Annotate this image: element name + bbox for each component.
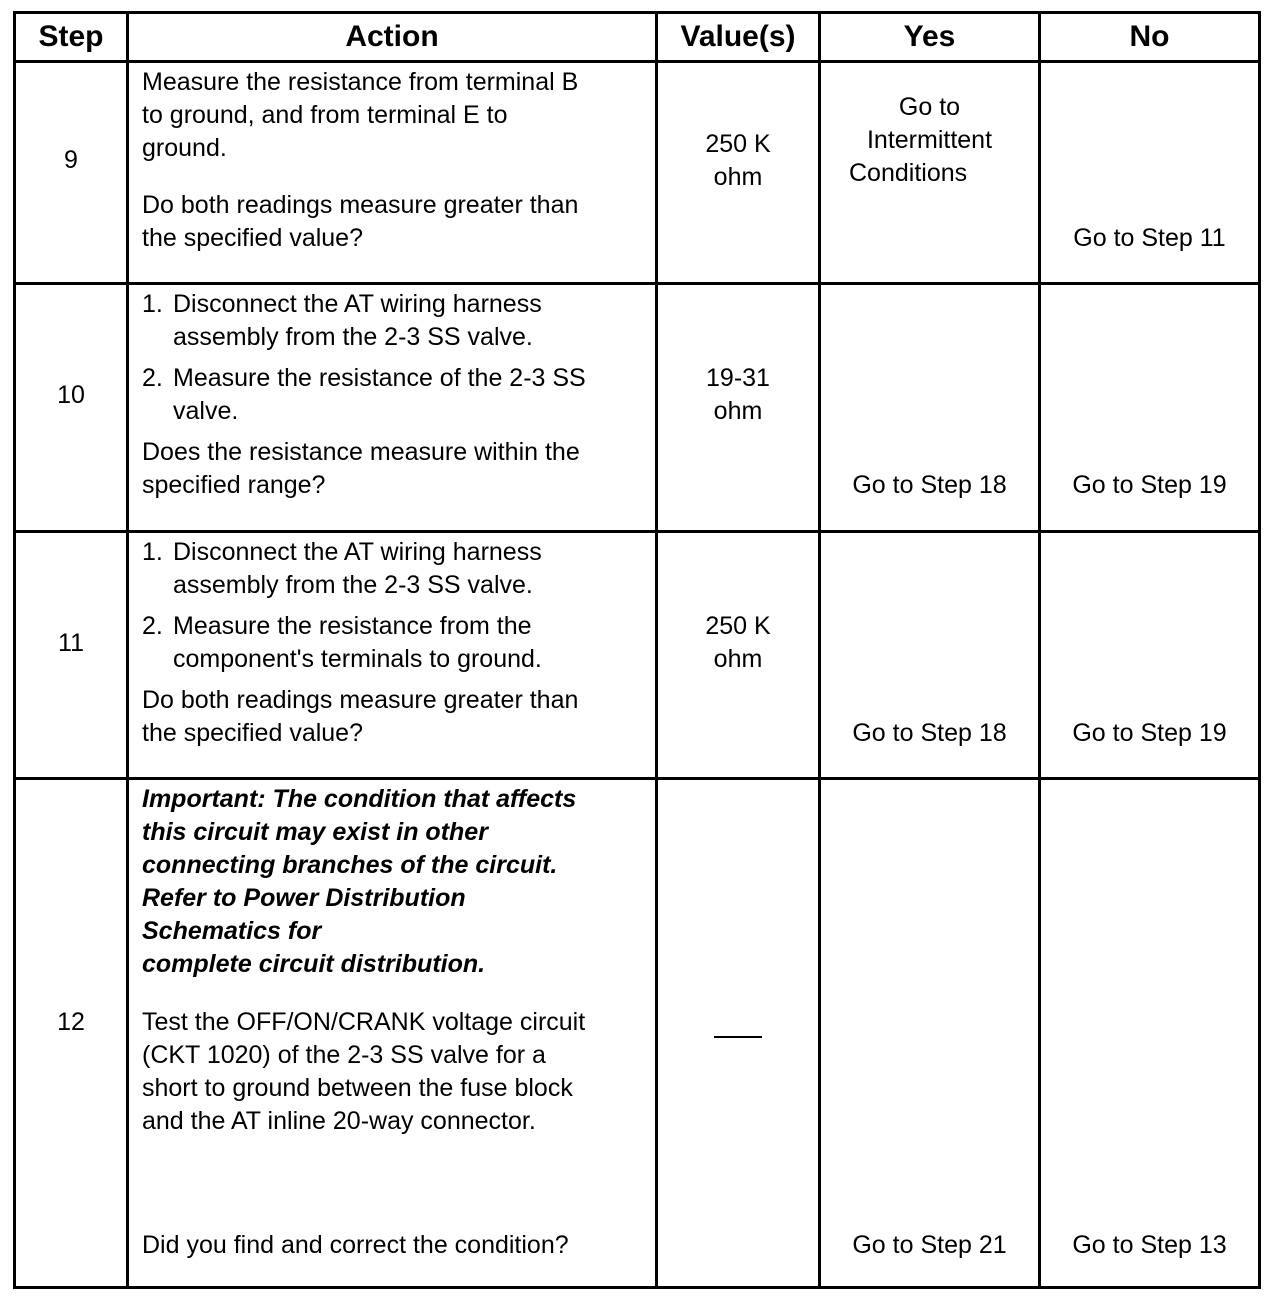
no-cell xyxy=(1040,62,1260,284)
table-row-step-10 xyxy=(15,284,1260,531)
yes-text: Go to Step 21 xyxy=(852,1231,1007,1260)
action-cell xyxy=(128,779,657,1288)
value-unit: ohm xyxy=(713,397,763,426)
action-question: Do both readings measure greater than xyxy=(142,685,579,714)
action-question: the specified value? xyxy=(142,718,363,747)
item-text: assembly from the 2-3 SS valve. xyxy=(173,570,533,599)
header-action: Action xyxy=(128,13,657,62)
action-question: Does the resistance measure within the xyxy=(142,438,580,467)
action-question: Do both readings measure greater than xyxy=(142,191,579,219)
yes-text: Intermittent xyxy=(866,126,993,154)
yes-text: Go to Step 18 xyxy=(852,471,1007,500)
yes-text: Go to Step 18 xyxy=(852,718,1007,747)
no-text: Go to Step 19 xyxy=(1072,718,1227,747)
item-text: component's terminals to ground. xyxy=(173,644,542,673)
action-cell xyxy=(128,62,657,284)
diagnostic-table xyxy=(13,11,1261,1289)
action-question: the specified value? xyxy=(142,224,363,252)
step-number: 10 xyxy=(57,381,85,410)
table-row-step-9 xyxy=(15,62,1260,284)
table-row-step-12 xyxy=(15,779,1260,1288)
value-text: 250 K xyxy=(705,611,771,640)
action-text: to ground, and from terminal E to xyxy=(142,101,508,129)
value-cell xyxy=(657,531,820,778)
header-step: Step xyxy=(15,13,128,62)
action-text: short to ground between the fuse block xyxy=(142,1074,573,1103)
value-unit: ohm xyxy=(713,644,763,673)
item-number: 2. xyxy=(142,364,163,393)
yes-cell xyxy=(820,779,1040,1288)
item-text: Measure the resistance from the xyxy=(173,611,532,640)
no-text: Go to Step 19 xyxy=(1072,471,1227,500)
header-no: No xyxy=(1040,13,1260,62)
value-text: 19-31 xyxy=(706,364,770,393)
item-number: 1. xyxy=(142,537,163,566)
step-cell xyxy=(15,284,128,531)
header-row xyxy=(15,13,1260,62)
action-text: (CKT 1020) of the 2-3 SS valve for a xyxy=(142,1041,546,1070)
action-text: ground. xyxy=(142,134,227,162)
no-cell xyxy=(1040,779,1260,1288)
no-value-dash xyxy=(714,1036,762,1038)
no-text: Go to Step 13 xyxy=(1072,1231,1227,1260)
important-note: Important: The condition that affects xyxy=(142,785,577,814)
step-cell xyxy=(15,531,128,778)
value-cell xyxy=(657,779,820,1288)
item-text: Disconnect the AT wiring harness xyxy=(173,290,542,319)
action-text: Test the OFF/ON/CRANK voltage circuit xyxy=(142,1008,586,1037)
action-cell xyxy=(128,531,657,778)
action-text: Measure the resistance from terminal B xyxy=(142,68,579,96)
item-number: 2. xyxy=(142,611,163,640)
value-text: 250 K xyxy=(705,130,771,158)
header-yes: Yes xyxy=(820,13,1040,62)
important-note: complete circuit distribution. xyxy=(142,950,486,979)
no-text: Go to Step 11 xyxy=(1073,224,1226,252)
value-unit: ohm xyxy=(713,163,763,191)
item-text: Disconnect the AT wiring harness xyxy=(173,537,542,566)
no-cell xyxy=(1040,284,1260,531)
table-row-step-11 xyxy=(15,531,1260,778)
important-note: Refer to Power Distribution xyxy=(142,884,466,913)
action-question: Did you find and correct the condition? xyxy=(142,1231,569,1260)
yes-cell xyxy=(820,62,1040,284)
item-text: valve. xyxy=(173,397,239,426)
no-cell xyxy=(1040,531,1260,778)
item-text: assembly from the 2-3 SS valve. xyxy=(173,323,533,352)
action-cell xyxy=(128,284,657,531)
important-note: connecting branches of the circuit. xyxy=(142,851,558,880)
yes-text: Conditions xyxy=(849,159,968,187)
step-number: 12 xyxy=(57,1008,85,1037)
yes-cell xyxy=(820,531,1040,778)
header-values: Value(s) xyxy=(657,13,820,62)
item-number: 1. xyxy=(142,290,163,319)
step-cell xyxy=(15,779,128,1288)
item-text: Measure the resistance of the 2-3 SS xyxy=(173,364,586,393)
step-cell xyxy=(15,62,128,284)
yes-text: Go to xyxy=(898,93,961,121)
important-note: Schematics for xyxy=(142,917,322,946)
action-text: and the AT inline 20-way connector. xyxy=(142,1107,536,1136)
step-number: 9 xyxy=(64,146,78,174)
action-question: specified range? xyxy=(142,471,326,500)
yes-cell xyxy=(820,284,1040,531)
important-note: this circuit may exist in other xyxy=(142,818,488,847)
value-cell xyxy=(657,284,820,531)
value-cell xyxy=(657,62,820,284)
step-number: 11 xyxy=(58,628,84,657)
